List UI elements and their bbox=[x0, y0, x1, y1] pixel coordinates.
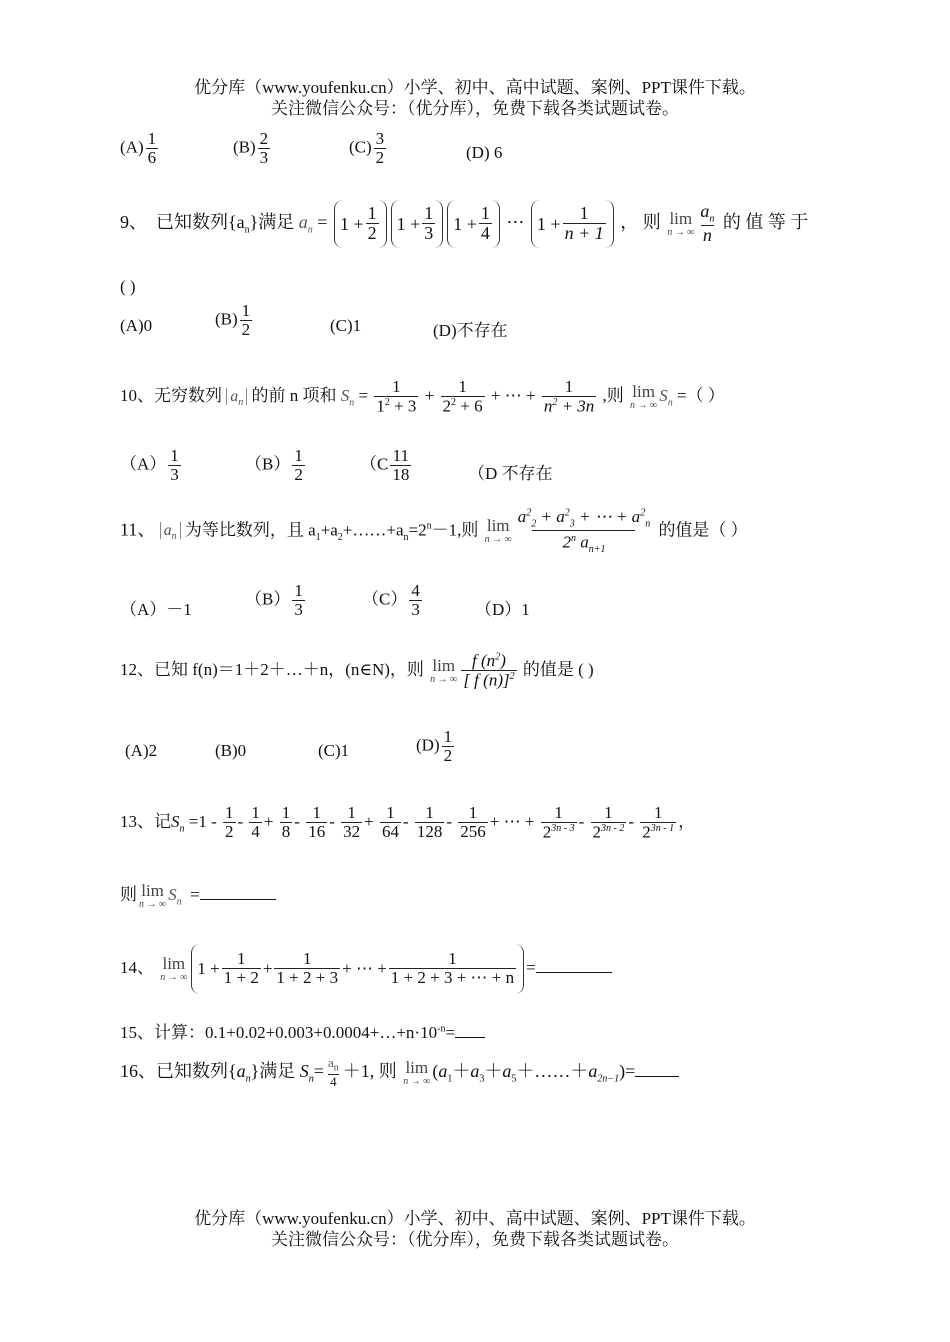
q8-option-c: (C) $\frac{3}{2}$ bbox=[349, 129, 385, 167]
footer-line-2: 关注微信公众号：（优分库），免费下载各类试题试卷。 bbox=[271, 1230, 679, 1249]
q9-option-b: (B) $\frac{1}{2}$ bbox=[215, 301, 251, 339]
q10-stem: 10、无穷数列 $a_n$ 的前 n 项和 $S_n$ = $\frac{1}{1^2 + 3}$ + $\frac{1}{2^2 + 6}$ + ⋯ + $\frac{1}{n^2 + 3n}$ ,则 lim n → ∞ $S_n$ =（ ） bbox=[120, 377, 725, 416]
q13-limit-line: 则 lim n → ∞ $S_n$ = bbox=[120, 880, 276, 910]
q15-answer-blank[interactable] bbox=[455, 1037, 485, 1038]
q11-stem: 11、 $a_n$ 为等比数列，且 $a_1+a_2+\dots\dots+a_n=2^n-1$,则 lim n → ∞ $\frac{a^2_2 + a^2_3 + \cdots + a^2_n}{2^n a_{n+1}}$ 的值是（ ） bbox=[120, 507, 748, 555]
q9-option-d: (D)不存在 bbox=[433, 321, 508, 340]
q10-option-c: （C $\frac{11}{18}$ bbox=[360, 446, 410, 484]
header-line-2: 关注微信公众号：（优分库），免费下载各类试题试卷。 bbox=[271, 99, 679, 118]
q11-option-d: （D）1 bbox=[475, 600, 530, 619]
q9-option-c: (C)1 bbox=[330, 316, 362, 335]
q10-option-d: （D 不存在 bbox=[468, 464, 553, 483]
q11-option-b: （B） $\frac{1}{3}$ bbox=[245, 581, 303, 619]
q8-option-d: (D) 6 bbox=[466, 143, 503, 162]
q16-answer-blank[interactable] bbox=[635, 1076, 679, 1077]
q14-stem: 14、 lim n → ∞ 1 + $\frac{1}{1 + 2}$ + $\frac{1}{1 + 2 + 3}$ + ⋯ + $\frac{1}{1 + 2 + 3 + \cdots + n}$ = bbox=[120, 944, 612, 994]
q9-option-a: (A)0 bbox=[120, 316, 153, 335]
q10-option-b: （B） $\frac{1}{2}$ bbox=[245, 446, 303, 484]
q10-option-a: （A） $\frac{1}{3}$ bbox=[120, 446, 179, 484]
footer-line-1: 优分库（www.youfenku.cn）小学、初中、高中试题、案例、PPT课件下载。 bbox=[194, 1209, 756, 1228]
q13-answer-blank[interactable] bbox=[200, 899, 276, 900]
q9-stem: 9、 已知数列$\{a_n\}$满足 $a_n$ = 1 + $\frac{1}{2}$ 1 + $\frac{1}{3}$ 1 + $\frac{1}{4}$ ⋯ 1 + $\frac{1}{n + 1}$ ， 则 lim n → ∞ $\frac{a_n}{n}$ 的 值 等 于 bbox=[120, 200, 808, 248]
q14-answer-blank[interactable] bbox=[536, 972, 612, 973]
q12-option-b: (B)0 bbox=[215, 741, 247, 760]
q9-answer-paren: ( ) bbox=[120, 277, 136, 296]
q12-option-c: (C)1 bbox=[318, 741, 350, 760]
q11-option-c: （C） $\frac{4}{3}$ bbox=[362, 581, 420, 619]
q16-stem: 16、已知数列$\{a_n\}$满足 $S_n=$ $\frac{a_n}{4}$ ＋1, 则 lim n → ∞ $(a_1+a_3+a_5+\dots\dots+a_{2n-1})=$ bbox=[120, 1056, 679, 1089]
header-line-1: 优分库（www.youfenku.cn）小学、初中、高中试题、案例、PPT课件下载。 bbox=[194, 78, 756, 97]
q12-stem: 12、已知 f(n)＝1＋2＋…＋n，(n∈N)，则 lim n → ∞ $\frac{f (n^2)}{[ f (n)]^2}$ 的值是 ( ) bbox=[120, 651, 594, 690]
q13-stem: 13、记$S_n =1$ - $\frac{1}{2}$ - $\frac{1}{4}$ + $\frac{1}{8}$ - $\frac{1}{16}$ - $\frac{1}{32}$ + $\frac{1}{64}$ - $\frac{1}{128}$ - $\frac{1}{256}$ + ⋯ + $\frac{1}{2^{3n - 3}}$ - $\frac{1}{2^{3n - 2}}$ - $\frac{1}{2^{3n - 1}}$ ， bbox=[120, 803, 696, 842]
q15-stem: 15、计算：$0.1+0.02+0.003+0.0004+\dots+n\cdot 10^{-n}=$ bbox=[120, 1018, 485, 1043]
q8-option-a: (A) $\frac{1}{6}$ bbox=[120, 129, 157, 167]
q11-option-a: （A）－1 bbox=[120, 600, 192, 619]
q8-option-b: (B) $\frac{2}{3}$ bbox=[233, 129, 269, 167]
q12-option-d: (D) $\frac{1}{2}$ bbox=[416, 727, 453, 765]
q12-option-a: (A)2 bbox=[125, 741, 158, 760]
